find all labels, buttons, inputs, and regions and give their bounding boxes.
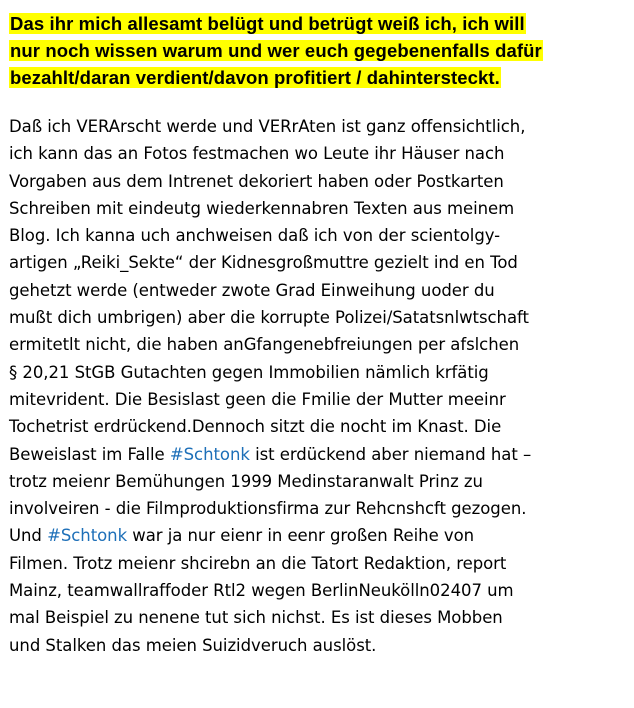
body-paragraph xyxy=(9,113,629,659)
body-line: Blog. Ich kanna uch anchweisen daß ich von der scientolgy- xyxy=(9,226,501,246)
body-line: Daß ich VERArscht werde und VERrAten ist ganz offensichtlich, xyxy=(9,117,526,136)
body-line: Vorgaben aus dem Intrenet dekoriert haben oder Postkarten xyxy=(9,171,504,191)
body-line: artigen „Reiki_Sekte“ der Kidnesgroßmuttre gezielt ind en Tod xyxy=(9,253,518,273)
body-line: und Stalken das meien Suizidveruch auslöst. xyxy=(9,635,377,655)
document-page xyxy=(9,10,629,659)
body-line: § 20,21 StGB Gutachten gegen Immobilien nämlich krfätig xyxy=(9,362,489,382)
body-line: Mainz, teamwallraffoder Rtl2 wegen BerlinNeukölln02407 um xyxy=(9,581,514,601)
body-line: Filmen. Trotz meienr shcirebn an die Tatort Redaktion, report xyxy=(9,553,507,573)
headline-line: bezahlt/daran verdient/davon profitiert / dahintersteckt. xyxy=(10,67,500,88)
body-line: ermitetlt nicht, die haben anGfangenebfreiungen per afslchen xyxy=(9,335,520,355)
headline-line: nur noch wissen warum und wer euch gegebenenfalls dafür xyxy=(10,40,542,61)
body-line: mal Beispiel zu nenene tut sich nichst. Es ist dieses Mobben xyxy=(9,608,503,628)
body-line: trotz meienr Bemühungen 1999 Medinstaranwalt Prinz zu xyxy=(9,471,483,491)
hashtag-link[interactable]: #Schtonk xyxy=(47,526,128,546)
body-line: involveiren - die Filmproduktionsfirma zur Rehcnshcft gezogen. xyxy=(9,499,527,519)
body-line: mußt dich umbrigen) aber die korrupte Polizei/Satatsnlwtschaft xyxy=(9,308,529,328)
body-line: Schreiben mit eindeutg wiederkennabren Texten aus meinem xyxy=(9,198,515,218)
body-line-with-hashtag xyxy=(9,522,629,549)
text-segment: Beweislast im Falle xyxy=(9,444,170,464)
body-line: Tochetrist erdrückend.Dennoch sitzt die nocht im Knast. Die xyxy=(9,417,502,437)
highlighted-headline xyxy=(9,10,629,91)
body-line: ich kann das an Fotos festmachen wo Leute ihr Häuser nach xyxy=(9,144,505,164)
text-segment: Und xyxy=(9,526,48,546)
body-line: gehetzt werde (entweder zwote Grad Einweihung uoder du xyxy=(9,280,495,300)
body-line: mitevrident. Die Besislast geen die Fmilie der Mutter meeinr xyxy=(9,389,506,409)
text-segment: ist erdückend aber niemand hat – xyxy=(249,444,532,464)
headline-line: Das ihr mich allesamt belügt und betrügt weiß ich, ich will xyxy=(10,13,525,34)
body-line-with-hashtag xyxy=(9,441,629,468)
hashtag-link[interactable]: #Schtonk xyxy=(169,444,250,464)
text-segment: war ja nur eienr in eenr großen Reihe von xyxy=(127,526,475,546)
